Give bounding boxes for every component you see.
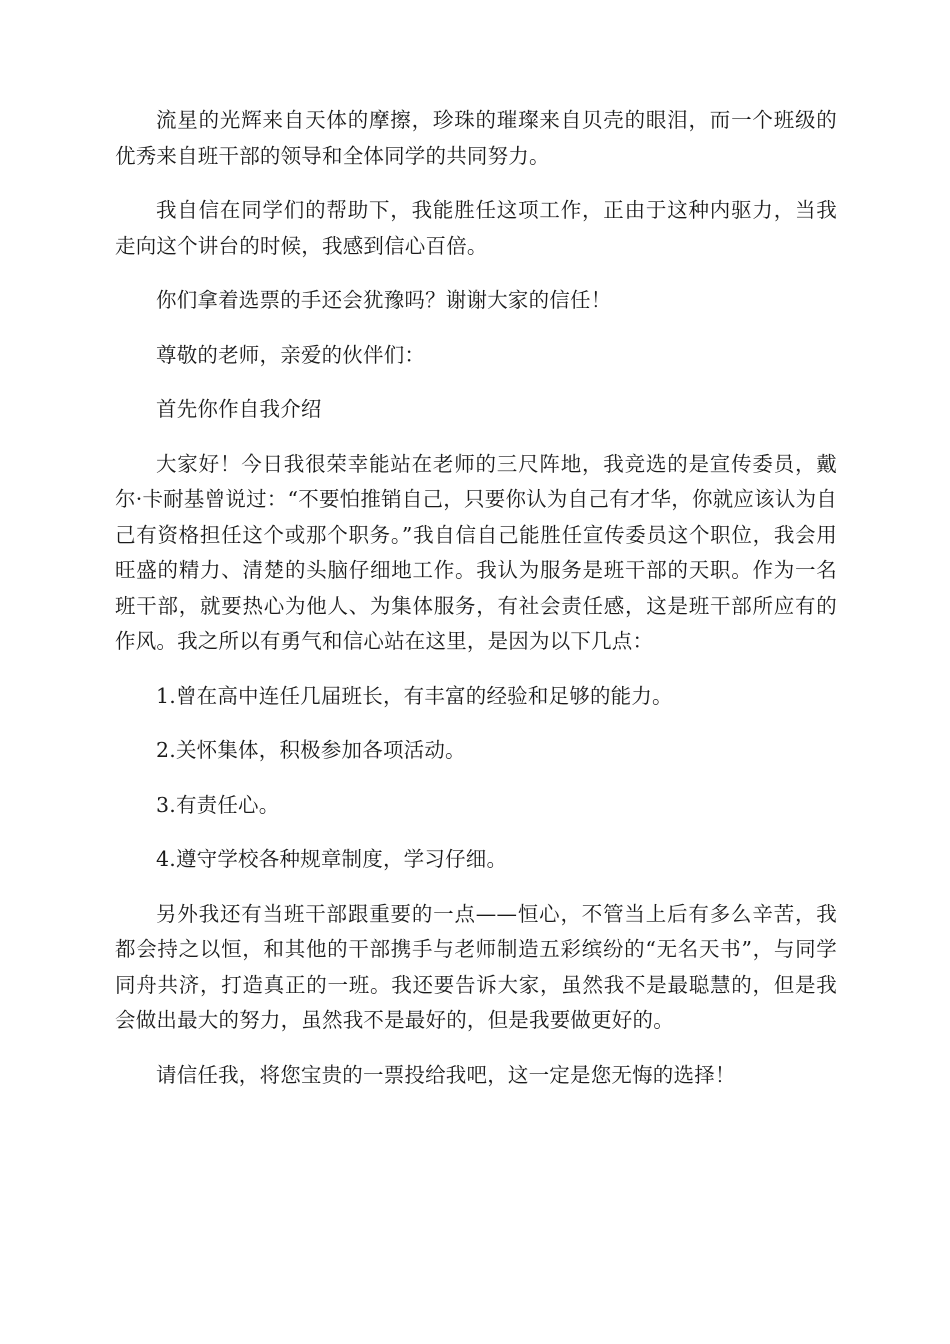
list-item-4: 4.遵守学校各种规章制度，学习仔细。: [156, 847, 508, 871]
list-item-1: 1.曾在高中连任几届班长，有丰富的经验和足够的能力。: [156, 683, 673, 708]
list-item-2: 2.关怀集体，积极参加各项活动。: [156, 738, 466, 762]
paragraph-perseverance: 另外我还有当班干部跟重要的一点——恒心，不管当上后有多么辛苦，我都会持之以恒，和其他的干部携手与老师制造五彩缤纷的“无名天书”，与同学同舟共济，打造真正的一班。我还要告诉大家，虽然我不是最聪慧的，但是我会做出最大的努力，虽然我不是最好的，但是我要做更好的。: [115, 901, 837, 1032]
paragraph-intro-heading: 首先你作自我介绍: [156, 397, 322, 421]
paragraph-greeting: 尊敬的老师，亲爱的伙伴们：: [156, 342, 426, 367]
paragraph-vote-question: 你们拿着选票的手还会犹豫吗？谢谢大家的信任！: [156, 288, 612, 312]
paragraph-self-introduction: 大家好！今日我很荣幸能站在老师的三尺阵地，我竞选的是宣传委员，戴尔·卡耐基曾说过：“不要怕推销自己，只要你认为自己有才华，你就应该认为自己有资格担任这个或那个职务。”我自信自己能胜任宣传委员这个职位，我会用旺盛的精力、清楚的头脑仔细地工作。我认为服务是班干部的天职。作为一名班干部，就要热心为他人、为集体服务，有社会责任感，这是班干部所应有的作风。我之所以有勇气和信心站在这里，是因为以下几点：: [115, 451, 837, 653]
paragraph-confidence: 我自信在同学们的帮助下，我能胜任这项工作，正由于这种内驱力，当我走向这个讲台的时候，我感到信心百倍。: [115, 198, 837, 258]
paragraph-meteor-metaphor: 流星的光辉来自天体的摩擦，珍珠的璀璨来自贝壳的眼泪，而一个班级的优秀来自班干部的领导和全体同学的共同努力。: [115, 108, 837, 168]
list-item-3: 3.有责任心。: [156, 792, 280, 817]
paragraph-closing-appeal: 请信任我，将您宝贵的一票投给我吧，这一定是您无悔的选择！: [156, 1062, 736, 1087]
